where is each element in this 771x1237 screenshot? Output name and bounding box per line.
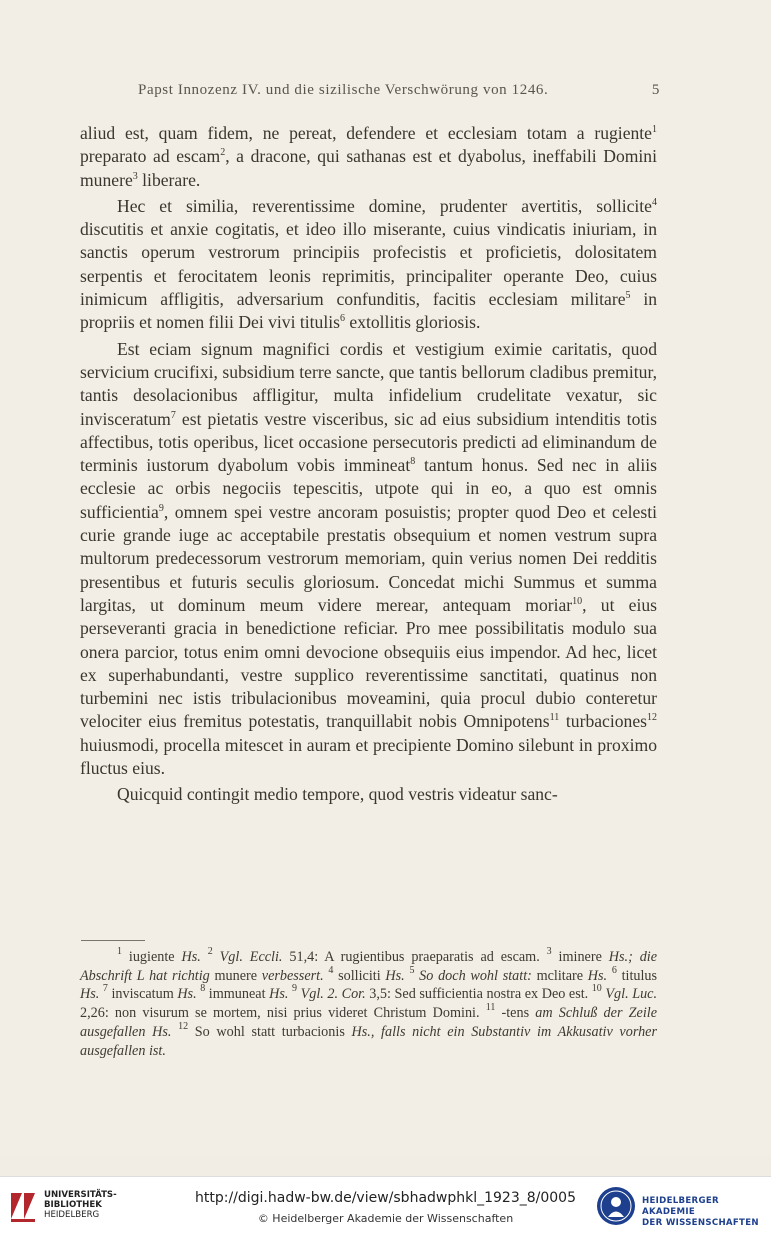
footnote-marker: 8: [410, 456, 416, 468]
text-run: Est eciam signum magnifici cordis et vestigium eximie caritatis, quod servicium crucifixi, subsidium terre sancte, que tantis bellorum cladibus premitur, tantis desolacionibus affligitur, multa infidelium crudelitate vexatur, sic invisceratum: [80, 338, 657, 429]
italic-text: Hs.: [587, 967, 608, 984]
footnote-marker: 6: [611, 964, 617, 976]
italic-text: Vgl. Luc.: [605, 986, 658, 1003]
paragraph: [80, 195, 657, 335]
footnote-marker: 3: [546, 946, 552, 957]
text-run: liberare.: [137, 169, 201, 190]
text-run: inviscatum: [107, 986, 178, 1003]
footnote-marker: 3: [132, 170, 138, 182]
text-run: turbaciones: [559, 711, 647, 732]
footnote-rule: [81, 940, 145, 941]
permalink-url[interactable]: http://digi.hadw-bw.de/view/sbhadwphkl_1923_8/0005: [194, 1190, 576, 1206]
running-title: Papst Innozenz IV. und die sizilische Verschwörung von 1246.: [138, 82, 549, 98]
copyright-notice: © Heidelberger Akademie der Wissenschaften: [257, 1212, 514, 1225]
academy-seal-icon: [596, 1186, 636, 1226]
italic-text: Hs.: [177, 986, 197, 1003]
italic-text: am Schluß der Zeile ausgefallen Hs.: [80, 1005, 657, 1040]
text-run: iminere: [551, 949, 609, 965]
text-run: tantum honus. Sed nec in aliis ecclesie ac orbis negociis tepescitis, utpote qui in eo, a quo est omnis sufficientia: [80, 455, 657, 522]
text-run: , omnem spei vestre ancoram posuistis; propter quod Deo et celesti curie grande iuge ac acceptabile prestatis obsequium et nomen vestrum supra multorum predecessorum vestrorum memoriam, quin verius nomen Dei redditis presentibus et futuris seculis gloriosum. Concedat michi Summus et summa largitas, ut dominum meum videre merear, antequam moriar: [80, 501, 657, 615]
text-run: So wohl statt turbacionis: [188, 1023, 352, 1040]
text-run: huiusmodi, procella mitescet in auram et precipiente Domino silebunt in proximo fluctus eius.: [80, 734, 657, 779]
italic-text: Hs., falls nicht ein Substantiv im Akkusativ vorher ausgefallen ist.: [80, 1023, 658, 1059]
footnote-marker: 12: [178, 1020, 189, 1032]
italic-text: verbessert.: [261, 967, 324, 984]
text-run: 3,5: Sed sufficientia nostra ex Deo est.: [365, 986, 592, 1003]
paragraph: [80, 783, 657, 806]
academy-name: HEIDELBERGER AKADEMIE DER WISSENSCHAFTEN: [642, 1196, 759, 1228]
text-run: munere: [209, 967, 262, 984]
text-run: immuneat: [205, 986, 270, 1003]
text-run: extollitis gloriosis.: [344, 312, 481, 333]
footnote-marker: 8: [200, 983, 206, 995]
footnote-marker: 10: [591, 983, 602, 995]
text-run: titulus: [616, 967, 658, 984]
footnote-marker: 12: [647, 712, 657, 724]
italic-text: Vgl. 2. Cor.: [300, 986, 366, 1003]
text-run: 51,4: A rugientibus praeparatis ad escam.: [282, 949, 547, 965]
main-text: [80, 122, 657, 810]
footnote-marker: 1: [652, 124, 657, 135]
italic-text: Hs.: [80, 986, 100, 1003]
text-run: [213, 949, 220, 965]
footnote-marker: 2: [207, 946, 213, 957]
italic-text: Vgl. Eccli.: [219, 949, 283, 965]
text-run: Quicquid contingit medio tempore, quod vestris videatur sanc-: [117, 784, 558, 805]
footnote-marker: 2: [220, 147, 226, 159]
text-run: aliud est, quam fidem, ne pereat, defendere et ecclesiam totam a rugiente: [80, 123, 652, 143]
footnote-marker: 11: [485, 1002, 496, 1014]
viewer-footer: [0, 1176, 771, 1237]
text-run: 2,26: non visurum se mortem, nisi prius videret Christum Domini.: [80, 1005, 486, 1022]
university-library-name: UNIVERSITÄTS- BIBLIOTHEK HEIDELBERG: [44, 1190, 117, 1220]
footnote-paragraph: [80, 948, 657, 1060]
text-run: , ut eius perseveranti gracia in benedictione reficiar. Pro mee possibilitatis modulo sua onera parcior, totus enim omni devocione obsequiis eius impendor. Ad hec, licet ex superhabundanti, vestre supplico reverentissime sanctitati, quatinus non turbemini nec istis tribulacionibus moveamini, quia procul dubio conteretur velociter eius fremitus potestatis, tranquillabit nobis Omnipotens: [80, 594, 658, 732]
text-run: discutitis et anxie cogitatis, et ideo illo miserante, cuius vindicatis iniuriam, in sanctis operum vestrorum principiis profecistis et proficietis, dolositatem serpentis et ferocitatem leonis reprimitis, principaliter operante Deo, cuius inimicum affligitis, adversarium confunditis, facitis ecclesiam militare: [80, 219, 657, 310]
footnote-marker: 4: [328, 964, 334, 976]
footnote-marker: 4: [652, 196, 657, 208]
italic-text: So doch wohl statt:: [419, 967, 532, 984]
footnote-marker: 9: [292, 983, 298, 995]
text-run: preparato ad escam: [80, 146, 221, 167]
italic-text: Hs.; die Abschrift L hat richtig: [80, 949, 658, 984]
text-run: Hec et similia, reverentissime domine, prudenter avertitis, sollicite: [117, 195, 652, 216]
footnote-marker: 10: [572, 595, 583, 607]
text-run: in propriis et nomen filii Dei vivi titulis: [80, 289, 658, 333]
footnote-marker: 7: [102, 983, 108, 995]
italic-text: Hs.: [181, 949, 201, 965]
italic-text: Hs.: [385, 967, 405, 984]
page-number: 5: [651, 82, 660, 98]
footnote-marker: 9: [158, 502, 164, 514]
paragraph: [80, 338, 657, 781]
text-run: -tens: [495, 1005, 536, 1022]
text-run: mclitare: [531, 967, 588, 984]
paragraph: [80, 122, 657, 192]
text-run: [201, 949, 208, 965]
footnote-marker: 11: [549, 712, 560, 724]
text-run: , a dracone, qui sathanas est et dyabolus, ineffabili Domini munere: [80, 146, 657, 190]
text-run: iugiente: [122, 949, 182, 965]
footnote-marker: 6: [339, 313, 345, 325]
footnote-marker: 1: [117, 946, 122, 957]
footnote-marker: 5: [409, 964, 415, 976]
text-run: solliciti: [333, 967, 386, 984]
text-run: est pietatis vestre visceribus, sic ad eius subsidium intenditis totis affectibus, totis operibus, licet occasione persecutoris predicti ad eliminandum de terminis iustorum dyabolum vobis immineat: [80, 408, 657, 476]
footnote-marker: 5: [625, 290, 631, 302]
footnotes: [80, 948, 657, 1060]
italic-text: Hs.: [269, 986, 289, 1003]
footnote-marker: 7: [170, 409, 176, 421]
